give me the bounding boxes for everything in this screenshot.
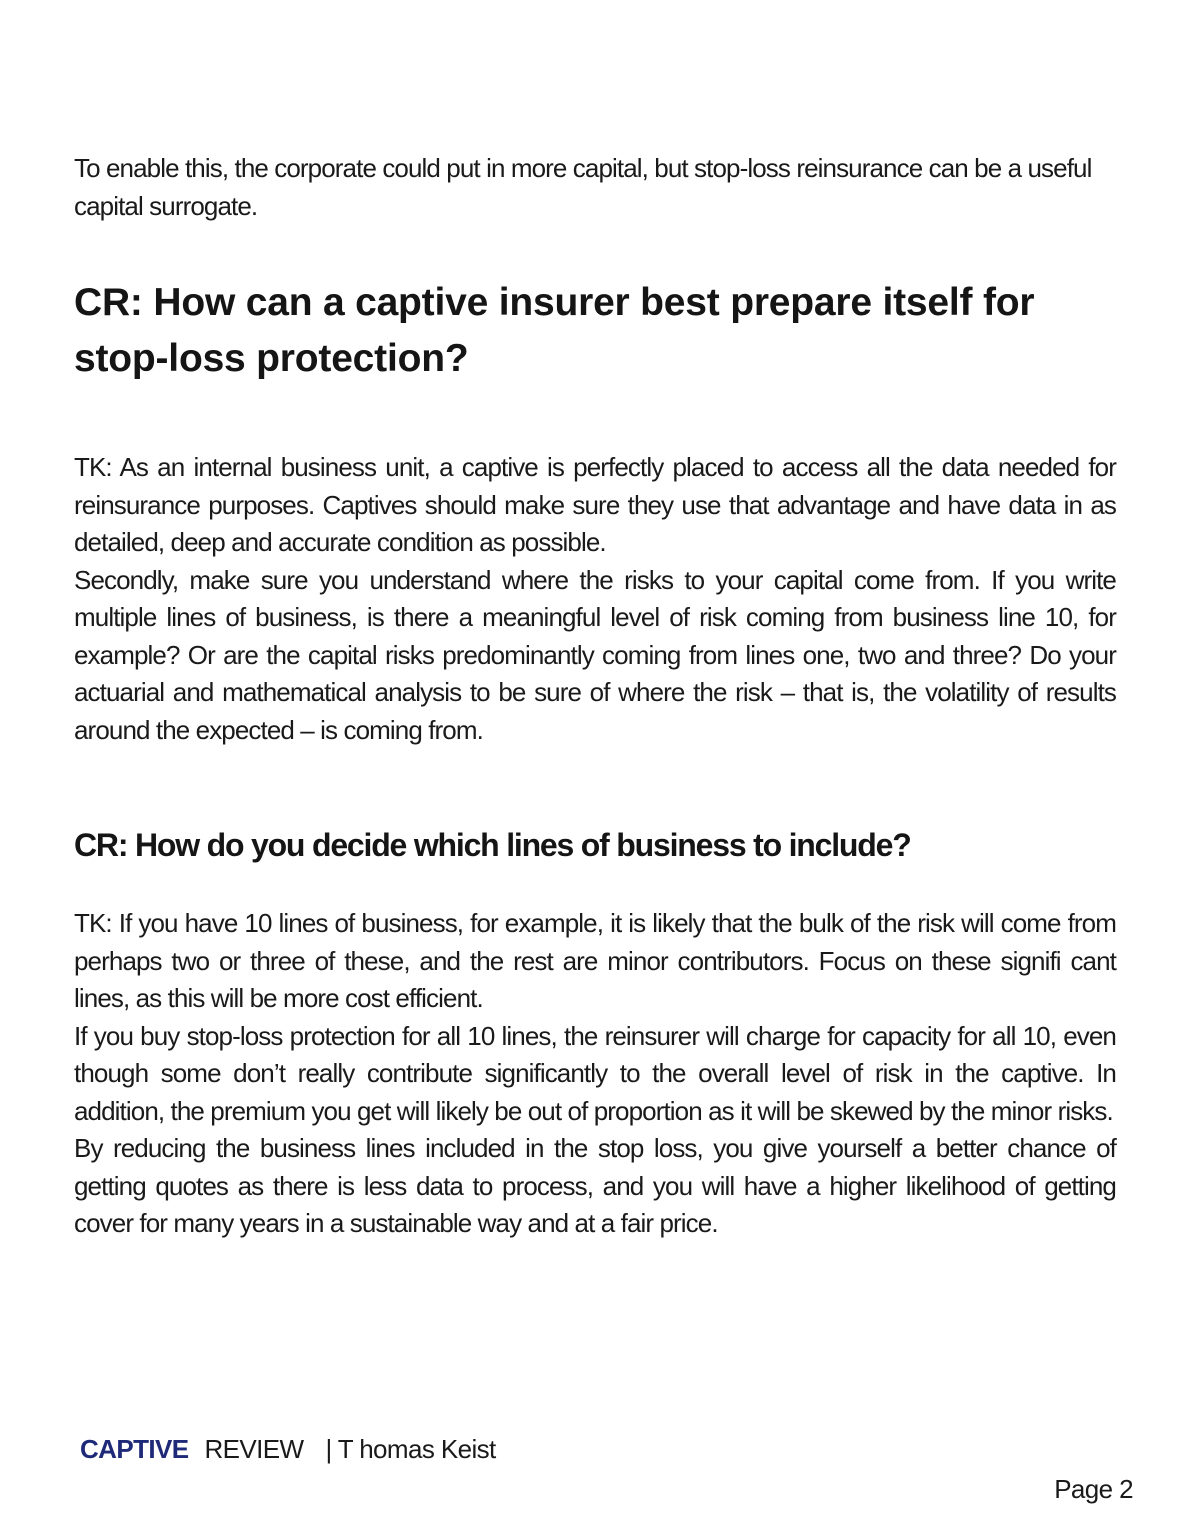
section-1-answer-paragraph-2: Secondly, make sure you understand where the risks to your capital come from. If you write multiple lines of business, is there a meaningful level of risk coming from business line 10, for example? Or are the capital risks predominantly coming from lines one, two and three? Do your actuarial and mathematical analysis to be sure of where the risk – that is, the volatility of results around the expected – is coming from. xyxy=(74,564,1116,745)
section-1-question: CR: How can a captive insurer best prepare itself for stop-loss protection? xyxy=(74,281,1035,380)
brand-review-label: REVIEW xyxy=(204,1434,304,1464)
section-1-answer-paragraph-1: TK: As an internal business unit, a captive is perfectly placed to access all the data needed for reinsurance purposes. Captives should make sure they use that advantage and have data in as detailed, deep and accurate condition as possible. xyxy=(74,452,1116,557)
section-2-question: CR: How do you decide which lines of business to include? xyxy=(74,827,911,863)
page-number: Page 2 xyxy=(1054,1474,1133,1504)
section-2-answer-paragraph-3: By reducing the business lines included in the stop loss, you give yourself a better chance of getting quotes as there is less data to process, and you will have a higher likelihood of getting cover for many years in a sustainable way and at a fair price. xyxy=(74,1133,1116,1238)
intro-paragraph: To enable this, the corporate could put in more capital, but stop-loss reinsurance can be a useful capital surrogate. xyxy=(74,153,1092,221)
author-credit: | T homas Keist xyxy=(325,1434,496,1464)
section-2-answer-paragraph-1: TK: If you have 10 lines of business, for example, it is likely that the bulk of the risk will come from perhaps two or three of these, and the rest are minor contributors. Focus on these signifi cant lines, as this will be more cost efficient. xyxy=(74,908,1116,1013)
footer-credit xyxy=(80,1434,496,1465)
article-body xyxy=(74,150,1116,1243)
brand-captive-label: CAPTIVE xyxy=(80,1434,189,1464)
section-2-answer-paragraph-2: If you buy stop-loss protection for all 10 lines, the reinsurer will charge for capacity for all 10, even though some don’t really contribute significantly to the overall level of risk in the captive. In addition, the premium you get will likely be out of proportion as it will be skewed by the minor risks. xyxy=(74,1020,1116,1126)
